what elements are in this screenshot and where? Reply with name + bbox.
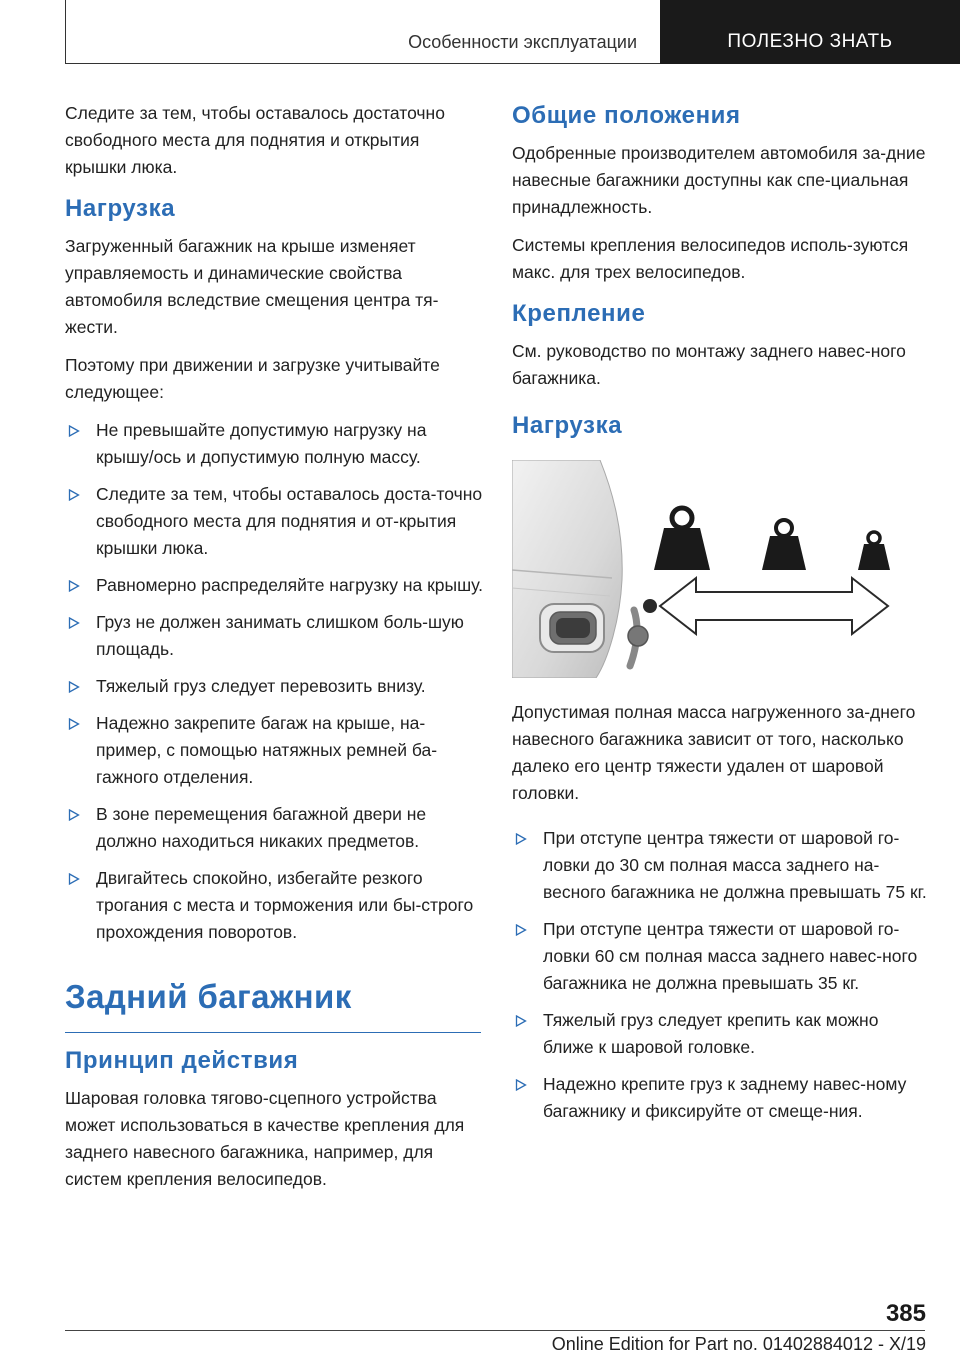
tow-hitch-load-illustration: [512, 460, 892, 678]
intro-paragraph: Следите за тем, чтобы оставалось достаточно свободного места для поднятия и открытия крышки люка.: [65, 103, 445, 177]
triangle-bullet-icon: [68, 580, 80, 592]
list-item-text: Двигайтесь спокойно, избегайте резкого трогания с места и торможения или бы-строго прохождения поворотов.: [96, 868, 474, 942]
triangle-bullet-icon: [515, 924, 527, 936]
triangle-bullet-icon: [68, 489, 80, 501]
list-item: [65, 609, 483, 663]
list-item-text: В зоне перемещения багажной двери не должно находиться никаких предметов.: [96, 804, 427, 851]
page-number: 385: [885, 1300, 926, 1327]
rear-carrier-heading: Задний багажник: [65, 978, 352, 1015]
general-heading: Общие положения: [512, 102, 741, 129]
list-item: [65, 710, 483, 791]
footer-edition: Online Edition for Part no. 01402884012 - X/19: [551, 1334, 926, 1354]
roof-load-note: Поэтому при движении и загрузке учитывайте следующее:: [65, 355, 440, 402]
list-item-text: При отступе центра тяжести от шаровой го-ловки до 30 см полная масса заднего на-весного багажника не должна превышать 75 кг.: [543, 828, 927, 902]
triangle-bullet-icon: [68, 617, 80, 629]
list-item: [512, 1007, 927, 1061]
list-item: [512, 1071, 927, 1125]
triangle-bullet-icon: [68, 681, 80, 693]
list-item-text: Надежно закрепите багаж на крыше, на-пример, с помощью натяжных ремней ба-гажного отделения.: [96, 713, 438, 787]
roof-load-paragraph: Загруженный багажник на крыше изменяет управляемость и динамические свойства автомобиля вследствие смещения центра тя-жести.: [65, 236, 439, 337]
right-column: [512, 100, 927, 1137]
triangle-bullet-icon: [68, 425, 80, 437]
left-column: [65, 100, 483, 1204]
roof-load-list: [65, 417, 483, 946]
list-item-text: Тяжелый груз следует крепить как можно ближе к шаровой головке.: [543, 1010, 879, 1057]
car-rear-icon: [512, 460, 622, 678]
list-item-text: Равномерно распределяйте нагрузку на крышу.: [96, 575, 483, 595]
mounting-heading: Крепление: [512, 300, 646, 327]
general-paragraph-2: Системы крепления велосипедов исполь-зуются макс. для трех велосипедов.: [512, 235, 909, 282]
triangle-bullet-icon: [515, 1079, 527, 1091]
list-item: [65, 481, 483, 562]
triangle-bullet-icon: [68, 809, 80, 821]
general-paragraph-1: Одобренные производителем автомобиля за-дние навесные багажники доступны как спе-циальная принадлежность.: [512, 143, 926, 217]
triangle-bullet-icon: [68, 718, 80, 730]
footer-rule: [65, 1330, 925, 1331]
roof-load-heading: Нагрузка: [65, 195, 176, 222]
list-item-text: Не превышайте допустимую нагрузку на крышу/ось и допустимую полную массу.: [96, 420, 427, 467]
list-item-text: Груз не должен занимать слишком боль-шую площадь.: [96, 612, 464, 659]
triangle-bullet-icon: [515, 833, 527, 845]
list-item: [65, 865, 483, 946]
principle-paragraph: Шаровая головка тягово-сцепного устройства может использоваться в качестве крепления для заднего навесного багажника, например, для систем крепления велосипедов.: [65, 1088, 465, 1189]
list-item: [512, 825, 927, 906]
rear-load-paragraph: Допустимая полная масса нагруженного за-днего навесного багажника зависит от того, насколько далеко его центр тяжести удален от шаровой головки.: [512, 702, 916, 803]
principle-heading: Принцип действия: [65, 1047, 299, 1074]
mounting-paragraph: См. руководство по монтажу заднего навес-ного багажника.: [512, 341, 906, 388]
list-item: [65, 673, 483, 700]
list-item: [65, 417, 483, 471]
list-item: [65, 572, 483, 599]
header-section-title: Особенности эксплуатации: [408, 32, 637, 52]
list-item-text: Следите за тем, чтобы оставалось доста-точно свободного места для поднятия и от-крытия крышки люка.: [96, 484, 483, 558]
heading-rule: [65, 1032, 481, 1033]
list-item: [512, 916, 927, 997]
triangle-bullet-icon: [515, 1015, 527, 1027]
rear-load-heading: Нагрузка: [512, 412, 623, 439]
triangle-bullet-icon: [68, 873, 80, 885]
list-item-text: Надежно крепите груз к заднему навес-ному багажнику и фиксируйте от смеще-ния.: [543, 1074, 907, 1121]
list-item: [65, 801, 483, 855]
list-item-text: При отступе центра тяжести от шаровой го-ловки 60 см полная масса заднего навес-ного багажника не должна превышать 35 кг.: [543, 919, 918, 993]
header-chapter-tab[interactable]: ПОЛЕЗНО ЗНАТЬ: [660, 0, 960, 64]
rear-load-list: [512, 825, 927, 1125]
list-item-text: Тяжелый груз следует перевозить внизу.: [96, 676, 426, 696]
